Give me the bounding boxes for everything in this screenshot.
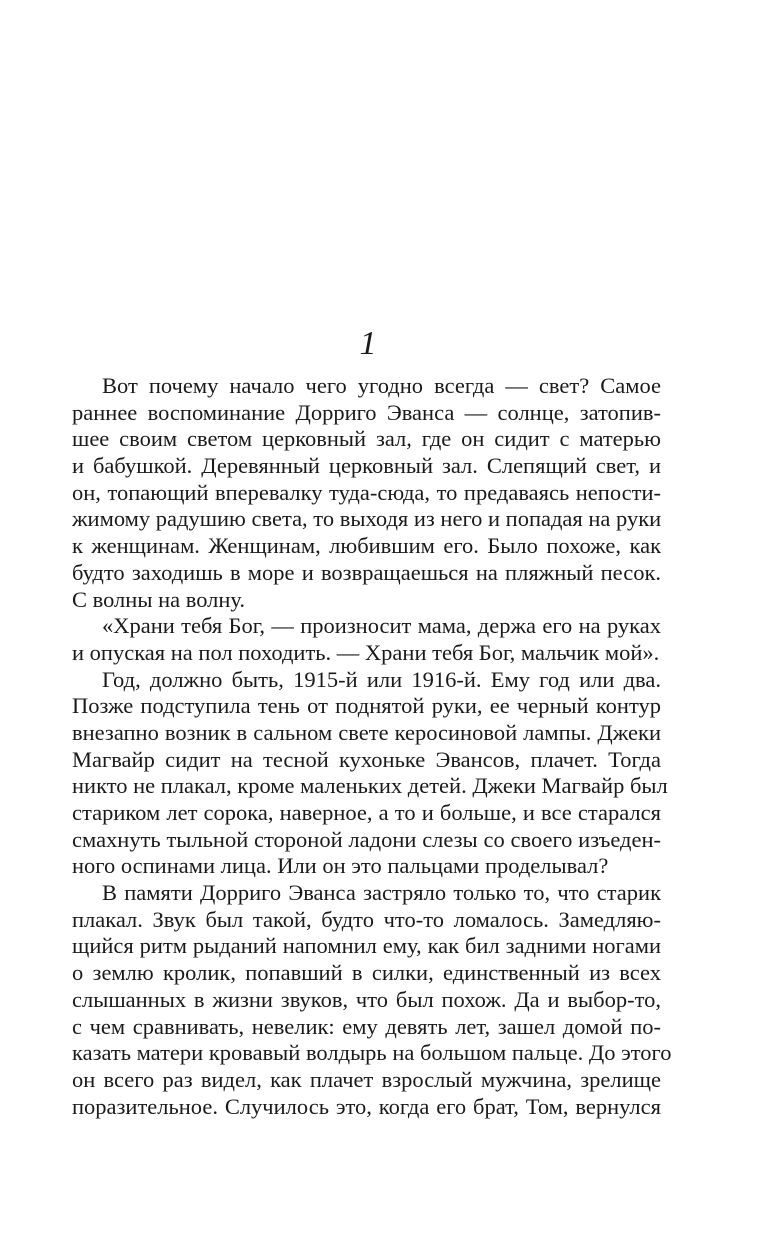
text-line: жимому радушию света, то выходя из него и попадая на руки [72, 506, 662, 532]
text-line: о землю кролик, попавший в силки, единственный из всех [72, 960, 661, 986]
paragraph [72, 880, 672, 1120]
text-line: плакал. Звук был такой, будто что-то ломалось. Замедляю- [72, 906, 661, 932]
text-line: и опуская на пол походить. — Храни тебя Бог, мальчик мой». [72, 639, 660, 665]
paragraph [72, 613, 661, 666]
text-line: смахнуть тыльной стороной ладони слезы со своего изъеден- [72, 826, 661, 852]
text-line: казать матери кровавый волдырь на большом пальце. До этого [72, 1040, 672, 1066]
text-line: слышанных в жизни звуков, что был похож. Да и выбор-то, [72, 986, 661, 1012]
text-line: Магвайр сидит на тесной кухоньке Эвансов, плачет. Тогда [72, 746, 661, 772]
text-line: будто заходишь в море и возвращаешься на пляжный песок. [72, 559, 661, 585]
text-line: С волны на волну. [72, 586, 246, 612]
text-line: он всего раз видел, как плачет взрослый мужчина, зрелище [72, 1066, 661, 1092]
text-line: поразительное. Случилось это, когда его брат, Том, вернулся [72, 1093, 661, 1119]
text-line: В памяти Дорриго Эванса застряло только то, что старик [102, 880, 661, 906]
text-line: к женщинам. Женщинам, любившим его. Было похоже, как [72, 533, 661, 559]
text-line: шее своим светом церковный зал, где он сидит с матерью [72, 426, 661, 452]
text-line: Позже подступила тень от поднятой руки, ее черный контур [72, 693, 661, 719]
text-line: ного оспинами лица. Или он это пальцами проделывал? [72, 853, 609, 879]
paragraph [72, 373, 661, 613]
text-line: с чем сравнивать, невелик: ему девять лет, зашел домой по- [72, 1013, 661, 1039]
paragraph [72, 666, 668, 881]
chapter-number: 1 [359, 325, 377, 362]
text-line: внезапно возник в сальном свете керосиновой лампы. Джеки [72, 719, 661, 745]
text-line: раннее воспоминание Дорриго Эванса — солнце, затопив- [72, 399, 661, 425]
text-line: никто не плакал, кроме маленьких детей. Джеки Магвайр был [72, 773, 668, 799]
text-line: щийся ритм рыданий напомнил ему, как бил задними ногами [72, 933, 661, 959]
text-line: Вот почему начало чего угодно всегда — свет? Самое [102, 373, 661, 398]
text-line: «Храни тебя Бог, — произносит мама, держа его на руках [102, 613, 661, 639]
text-line: стариком лет сорока, наверное, а то и больше, и все старался [72, 800, 661, 825]
text-line: он, топающий вперевалку туда-сюда, то предаваясь непости- [72, 479, 661, 505]
text-line: и бабушкой. Деревянный церковный зал. Слепящий свет, и [72, 453, 661, 479]
body-text [72, 373, 672, 1120]
text-line: Год, должно быть, 1915-й или 1916-й. Ему год или два. [102, 666, 661, 692]
